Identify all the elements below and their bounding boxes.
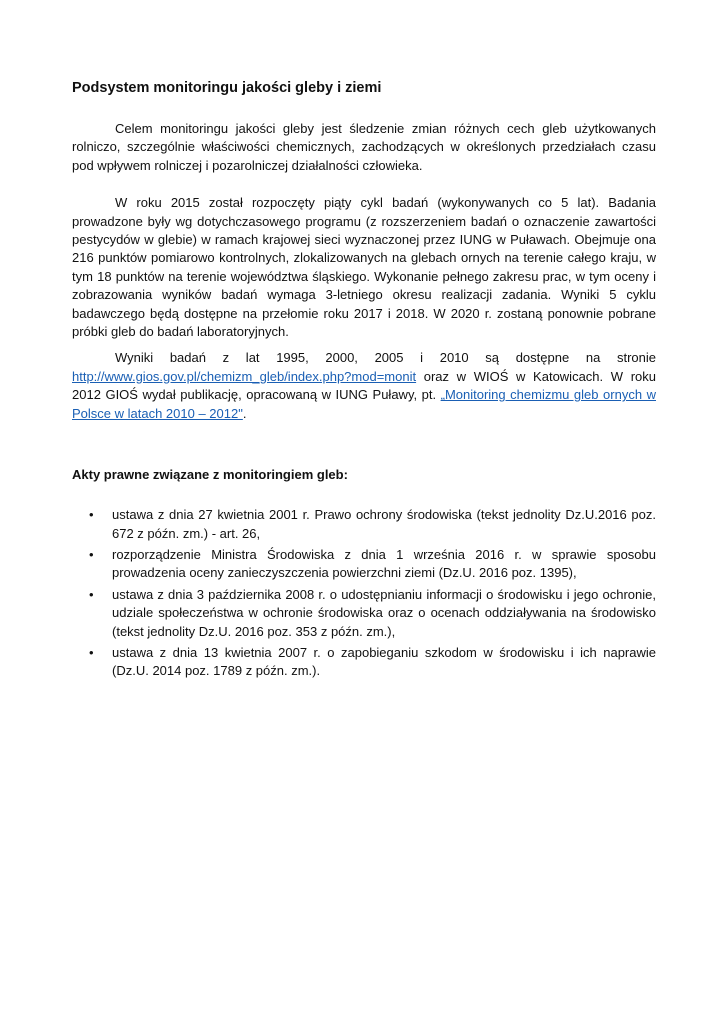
gios-results-link[interactable]: http://www.gios.gov.pl/chemizm_gleb/index.php?mod=monit — [72, 368, 417, 384]
list-item-text: rozporządzenie Ministra Środowiska z dnia 1 września 2016 r. w sprawie sposobu prowadzenia oceny zanieczyszczenia powierzchni ziemi (Dz.U. 2016 poz. 1395), — [112, 546, 656, 581]
bullet-icon: • — [89, 586, 94, 602]
paragraph-purpose: Celem monitoringu jakości gleby jest śledzenie zmian różnych cech gleb użytkowanych rolniczo, szczególnie właściwości chemicznych, zachodzących w określonych przedziałach czasu pod wpływem rolniczej i pozarolniczej działalności człowieka. — [72, 121, 656, 173]
list-item-text: ustawa z dnia 13 kwietnia 2007 r. o zapobieganiu szkodom w środowisku i ich naprawie (Dz.U. 2014 poz. 1789 z późn. zm.). — [112, 644, 656, 679]
spacer — [72, 175, 656, 194]
legal-acts-list — [72, 506, 656, 681]
bullet-icon: • — [89, 644, 94, 660]
results-text-end: . — [242, 405, 247, 421]
bullet-icon: • — [89, 507, 94, 523]
spacer — [72, 423, 656, 466]
page-title: Podsystem monitoringu jakości gleby i ziemi — [72, 80, 382, 96]
spacer — [72, 341, 656, 349]
list-item-text: ustawa z dnia 27 kwietnia 2001 r. Prawo ochrony środowiska (tekst jednolity Dz.U.2016 poz. 672 z późn. zm.) - art. 26, — [112, 507, 656, 541]
bullet-icon: • — [89, 546, 94, 562]
paragraph-results — [72, 349, 656, 423]
legal-acts-heading: Akty prawne związane z monitoringiem gleb: — [72, 467, 348, 483]
list-item — [72, 586, 656, 641]
results-text-start: Wyniki badań z lat 1995, 2000, 2005 i 2010 są dostępne na stronie — [115, 350, 656, 366]
list-item — [72, 644, 656, 681]
results-text-mid: oraz w WIOŚ w Katowicach. W roku 2012 GIOŚ wydał publikację, opracowaną w IUNG Puławy, pt. — [72, 368, 656, 403]
paragraph-cycle: W roku 2015 został rozpoczęty piąty cykl badań (wykonywanych co 5 lat). Badania prowadzone były wg dotychczasowego programu (z rozszerzeniem badań o oznaczenie zawartości pestycydów w glebie) w ramach krajowej sieci wyznaczonej przez IUNG w Puławach. Obejmuje ona 216 punktów pomiarowo kontrolnych, zlokalizowanych na glebach ornych na terenie całego kraju, w tym 18 punktów na terenie województwa śląskiego. Wykonanie pełnego zakresu prac, w tym oceny i zobrazowania wyników badań wymaga 3-letniego okresu realizacji zadania. Wyniki 5 cyklu badawczego będą dostępne na przełomie roku 2017 i 2018. W 2020 r. zostaną ponownie pobrane próbki gleb do badań laboratoryjnych. — [72, 195, 656, 340]
list-item — [72, 546, 656, 583]
list-item-text: ustawa z dnia 3 października 2008 r. o udostępnianiu informacji o środowisku i jego ochronie, udziale społeczeństwa w ochronie środowiska oraz o ocenach oddziaływania na środowisko (tekst jednolity Dz.U. 2016 poz. 353 z późn. zm.), — [112, 586, 656, 639]
publication-link[interactable]: „Monitoring chemizmu gleb ornych w Polsce w latach 2010 – 2012" — [72, 387, 656, 421]
list-item — [72, 506, 656, 543]
document-content — [72, 78, 656, 684]
